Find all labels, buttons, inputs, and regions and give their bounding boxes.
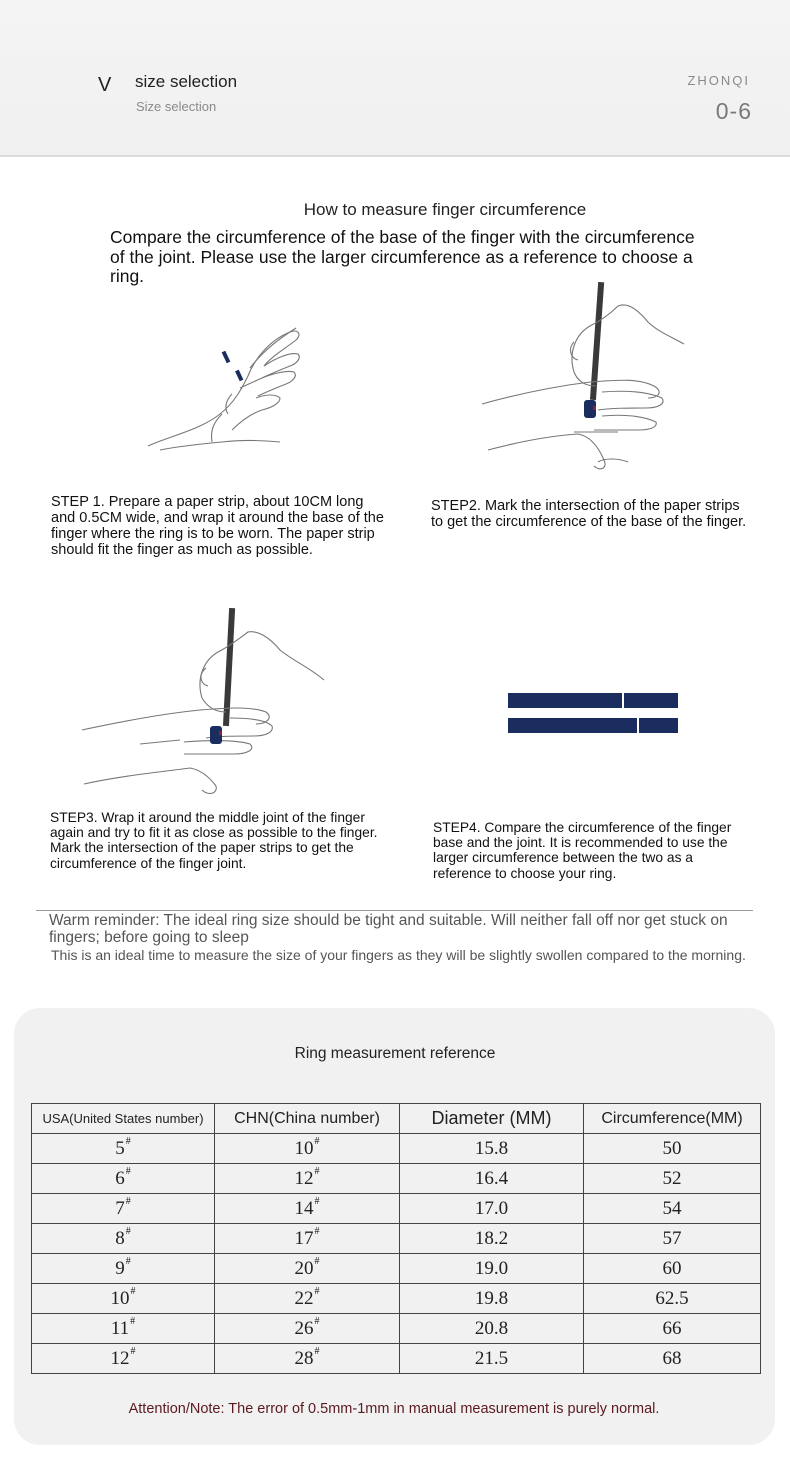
chn-size-cell: 14#: [215, 1194, 400, 1224]
back-icon[interactable]: V: [98, 74, 112, 96]
size-mark: #: [314, 1225, 320, 1237]
diameter-cell: 16.4: [400, 1164, 584, 1194]
table-row: [32, 1344, 761, 1374]
size-mark: #: [314, 1255, 320, 1267]
size-mark: #: [314, 1165, 320, 1177]
page-number: 0-6: [715, 98, 752, 124]
header-chn: CHN(China number): [215, 1104, 400, 1134]
page-title: size selection: [135, 72, 238, 91]
size-mark: #: [125, 1255, 131, 1267]
size-mark: #: [125, 1195, 131, 1207]
chn-size-cell: 28#: [215, 1344, 400, 1374]
circumference-cell: 54: [584, 1194, 761, 1224]
step-3-text: STEP3. Wrap it around the middle joint of the finger again and try to fit it as close as possible to the finger. Mark the intersection of the paper strips to get the circumference of the finger joint.: [50, 810, 378, 871]
hand-marking-base-icon: [478, 282, 718, 472]
intro-text: Compare the circumference of the base of the finger with the circumference of the joint. Please use the larger circumference as a reference to choose a ring.: [110, 227, 695, 286]
diameter-cell: 18.2: [400, 1224, 584, 1254]
size-mark: #: [125, 1135, 131, 1147]
usa-size-cell: 6#: [32, 1164, 215, 1194]
chn-size-cell: 10#: [215, 1134, 400, 1164]
table-header-row: [32, 1104, 761, 1134]
usa-size-cell: 11#: [32, 1314, 215, 1344]
circumference-cell: 52: [584, 1164, 761, 1194]
usa-size-cell: 12#: [32, 1344, 215, 1374]
diameter-cell: 19.8: [400, 1284, 584, 1314]
usa-size-cell: 7#: [32, 1194, 215, 1224]
diameter-cell: 20.8: [400, 1314, 584, 1344]
usa-size-cell: 8#: [32, 1224, 215, 1254]
hand-paper-strip-icon: [130, 318, 320, 458]
circumference-cell: 50: [584, 1134, 761, 1164]
warm-reminder: Warm reminder: The ideal ring size should be tight and suitable. Will neither fall off nor get stuck on fingers; before going to sleep: [49, 912, 728, 946]
diameter-cell: 19.0: [400, 1254, 584, 1284]
attention-note: Attention/Note: The error of 0.5mm-1mm in manual measurement is purely normal.: [128, 1401, 660, 1417]
table-row: [32, 1164, 761, 1194]
reference-title: Ring measurement reference: [294, 1045, 496, 1062]
chn-size-cell: 26#: [215, 1314, 400, 1344]
size-mark: #: [314, 1315, 320, 1327]
paper-strips-compare-icon: [508, 693, 680, 735]
size-mark: #: [314, 1285, 320, 1297]
circumference-cell: 57: [584, 1224, 761, 1254]
step-1-text: STEP 1. Prepare a paper strip, about 10CM long and 0.5CM wide, and wrap it around the base of the finger where the ring is to be worn. The paper strip should fit the finger as much as possible.: [51, 494, 384, 558]
diameter-cell: 17.0: [400, 1194, 584, 1224]
size-mark: #: [314, 1345, 320, 1357]
circumference-cell: 62.5: [584, 1284, 761, 1314]
header: [0, 0, 790, 157]
diameter-cell: 15.8: [400, 1134, 584, 1164]
header-diameter: Diameter (MM): [400, 1104, 584, 1134]
page-subtitle: Size selection: [136, 99, 217, 114]
size-mark: #: [314, 1135, 320, 1147]
usa-size-cell: 9#: [32, 1254, 215, 1284]
intro-title: How to measure finger circumference: [303, 200, 587, 219]
chn-size-cell: 22#: [215, 1284, 400, 1314]
hand-marking-joint-icon: [80, 608, 340, 798]
size-mark: #: [125, 1225, 131, 1237]
size-mark: #: [130, 1315, 136, 1327]
usa-size-cell: 10#: [32, 1284, 215, 1314]
header-circumference: Circumference(MM): [584, 1104, 761, 1134]
size-table: [31, 1103, 761, 1374]
divider: [36, 910, 753, 911]
header-usa: USA(United States number): [32, 1104, 215, 1134]
size-mark: #: [130, 1345, 136, 1357]
size-mark: #: [130, 1285, 136, 1297]
table-row: [32, 1314, 761, 1344]
step-4-text: STEP4. Compare the circumference of the finger base and the joint. It is recommended to use the larger circumference between the two as a reference to choose your ring.: [433, 820, 732, 881]
table-row: [32, 1194, 761, 1224]
chn-size-cell: 17#: [215, 1224, 400, 1254]
usa-size-cell: 5#: [32, 1134, 215, 1164]
table-row: [32, 1134, 761, 1164]
size-mark: #: [125, 1165, 131, 1177]
size-mark: #: [314, 1195, 320, 1207]
circumference-cell: 66: [584, 1314, 761, 1344]
circumference-cell: 68: [584, 1344, 761, 1374]
chn-size-cell: 12#: [215, 1164, 400, 1194]
circumference-cell: 60: [584, 1254, 761, 1284]
diameter-cell: 21.5: [400, 1344, 584, 1374]
warm-reminder-detail: This is an ideal time to measure the size of your fingers as they will be slightly swollen compared to the morning.: [51, 947, 746, 963]
size-table-body: [32, 1134, 761, 1374]
table-row: [32, 1284, 761, 1314]
step-2-text: STEP2. Mark the intersection of the paper strips to get the circumference of the base of the finger.: [431, 498, 747, 530]
table-row: [32, 1254, 761, 1284]
brand-name: ZHONQI: [687, 73, 750, 88]
chn-size-cell: 20#: [215, 1254, 400, 1284]
table-row: [32, 1224, 761, 1254]
